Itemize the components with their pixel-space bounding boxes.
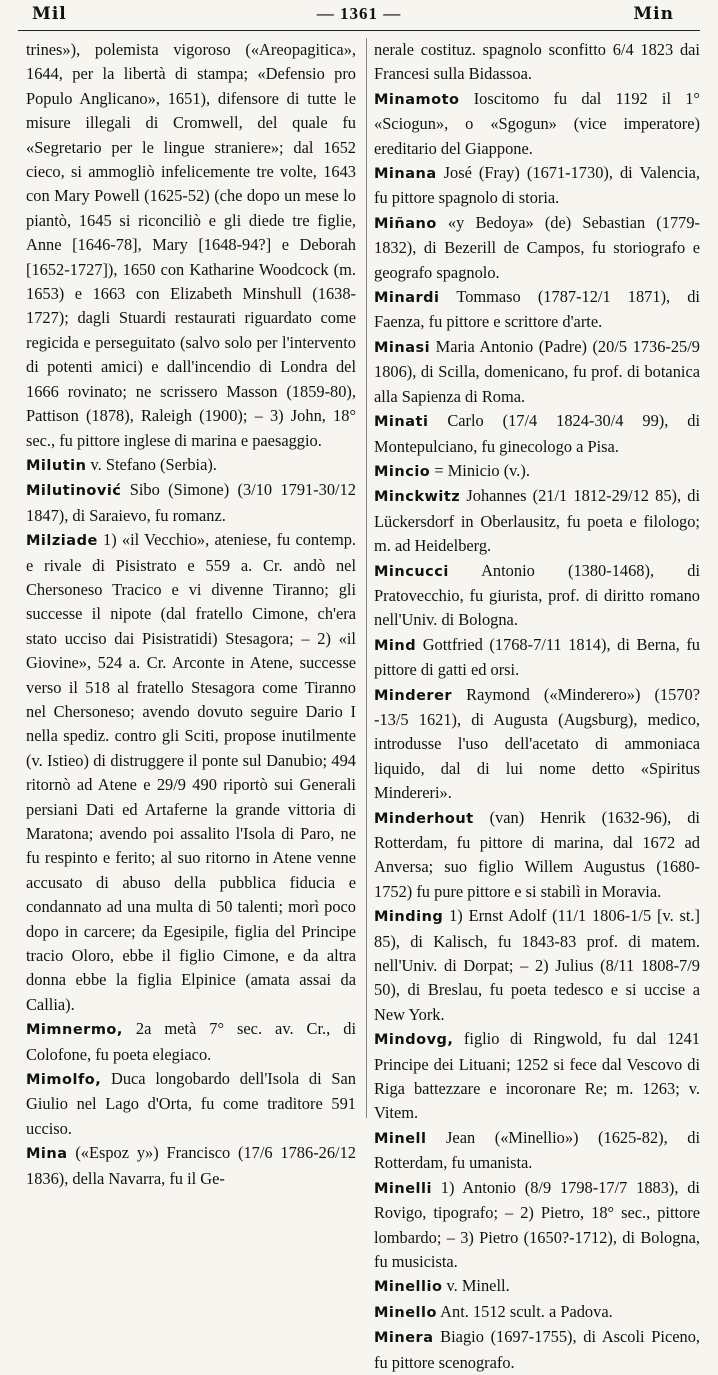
- entry-headword: Mindovg,: [374, 1032, 454, 1049]
- entry: [374, 285, 700, 335]
- entry-text: («Espoz y») Francisco (17/6 1786-26/12 1836), della Navarra, fu il Ge-: [26, 1143, 356, 1188]
- entry-text: Carlo (17/4 1824-30/4 99), di Montepulciano, fu ginecologo a Pisa.: [374, 411, 700, 456]
- entry-headword: Mincio: [374, 463, 431, 480]
- entry-headword: Minell: [374, 1130, 427, 1147]
- entry-text: = Minicio (v.).: [430, 460, 530, 480]
- entry: [374, 87, 700, 161]
- entry-headword: Mimolfo,: [26, 1072, 102, 1089]
- entry-text: figlio di Ringwold, fu dal 1241 Principe dei Lituani; 1252 si fece dal Vescovo di Riga battezzare e incoronare Re; m. 1263; v. Vitem.: [374, 1029, 700, 1123]
- entry: [374, 1325, 700, 1375]
- entry-text: Johannes (21/1 1812-29/12 85), di Lückersdorf in Oberlausitz, fu poeta e filologo; m. ad Heidelberg.: [374, 486, 700, 556]
- entry-headword: Minardi: [374, 290, 440, 307]
- entry-headword: Milutin: [26, 457, 87, 474]
- entry-headword: Mind: [374, 637, 417, 654]
- entry-text: Tommaso (1787-12/1 1871), di Faenza, fu pittore e scrittore d'arte.: [374, 287, 700, 332]
- entry-headword: Mimnermo,: [26, 1022, 123, 1039]
- entry: [374, 335, 700, 409]
- entry-headword: Minasi: [374, 339, 431, 356]
- entry: [374, 1126, 700, 1176]
- entry-headword: Milziade: [26, 533, 98, 550]
- entry-text: Ant. 1512 scult. a Padova.: [436, 1301, 613, 1321]
- page-number: — 1361 —: [316, 4, 402, 23]
- entry: [374, 1274, 700, 1299]
- entry-headword: Minding: [374, 909, 444, 926]
- header-rule: [18, 30, 700, 31]
- entry-headword: Minderhout: [374, 810, 474, 827]
- header-left-guideword: Mil: [32, 4, 67, 24]
- entry-text: José (Fray) (1671-1730), di Valencia, fu pittore spagnolo di storia.: [374, 163, 700, 208]
- entry-text: nerale costituz. spagnolo sconfitto 6/4 1823 dai Francesi sulla Bidassoa.: [374, 40, 700, 84]
- entry: [26, 38, 356, 453]
- entry: [374, 1176, 700, 1275]
- entry: [26, 1141, 356, 1191]
- entry-headword: Minelli: [374, 1180, 432, 1197]
- entry-headword: Minello: [374, 1304, 437, 1321]
- entry-text: (van) Henrik (1632-96), di Rotterdam, fu pittore di marina, dal 1672 ad Anversa; suo figlio Willem Augustus (1680-1752) fu pure pittore e si stabilì in Moravia.: [374, 807, 700, 901]
- entry-headword: Milutinović: [26, 483, 122, 500]
- entry: [374, 683, 700, 806]
- entry: [26, 453, 356, 478]
- entry-headword: Minana: [374, 166, 437, 183]
- entry-text: v. Stefano (Serbia).: [86, 454, 217, 474]
- entry-text: 2a metà 7° sec. av. Cr., di Colofone, fu poeta elegiaco.: [26, 1019, 356, 1064]
- entry: [26, 1067, 356, 1141]
- entry-text: Maria Antonio (Padre) (20/5 1736-25/9 1806), di Scilla, domenicano, fu prof. di botanica alla Sapienza di Roma.: [374, 336, 700, 406]
- entry-text: Sibo (Simone) (3/10 1791-30/12 1847), di Saraievo, fu romanz.: [26, 480, 356, 525]
- right-column: [374, 38, 700, 1375]
- entry-headword: Miñano: [374, 215, 437, 232]
- entry-headword: Minderer: [374, 687, 453, 704]
- entry: [374, 484, 700, 558]
- entry-text: Duca longobardo dell'Isola di San Giulio nel Lago d'Orta, fu come traditore 591 ucciso.: [26, 1069, 356, 1138]
- entry-headword: Minati: [374, 414, 429, 431]
- entry-text: trines»), polemista vigoroso («Areopagitica», 1644, per la libertà di stampa; «Defensio pro Populo Anglicano», 1651), difensore di tutte le misure illegali di Cromwell, del quale fu «Segretario per le lingue straniere»; dal 1652 cieco, si ammogliò infelicemente tre volte, 1643 con Mary Powell (1625-52) (che dopo un mese lo piantò, 1645 si riconciliò e gli diede tre figlie, Anne [1646-78], Mary [1648-94?] e Deborah [1652-1727]), 1650 con Katharine Woodcock (m. 1653) e 1663 con Elizabeth Minshull (1638-1727); dagli Stuardi restaurati riguardato come regicida e perseguitato (salvo solo per l'intervento di potenti amici) e dall'incendio di Londra del 1666 rovinato; ne scrissero Masson (1859-80), Pattison (1878), Raleigh (1900); – 3) John, 18° sec., fu pittore inglese di marina e paesaggio.: [26, 40, 356, 450]
- entry-text: Gottfried (1768-7/11 1814), di Berna, fu pittore di gatti ed orsi.: [374, 634, 700, 680]
- entry-text: Raymond («Minderero») (1570?-13/5 1621), di Augusta (Augsburg), medico, introdusse l'uso dell'acetato di ammoniaca liquido, dal di lui nome detto «Spiritus Mindereri».: [374, 684, 700, 803]
- entry-text: «y Bedoya» (de) Sebastian (1779-1832), di Bezerill de Campos, fu storiografo e geografo spagnolo.: [374, 212, 700, 282]
- entry: [374, 633, 700, 683]
- entry-text: 1) Ernst Adolf (11/1 1806-1/5 [v. st.] 85), di Kalisch, fu 1843-83 prof. di matem. nell'Univ. di Dorpat; – 2) Julius (8/11 1808-7/9 50), di Breslau, fu poeta tedesco e si uccise a New York.: [374, 906, 700, 1024]
- entry-headword: Minamoto: [374, 91, 460, 108]
- entry-text: Antonio (1380-1468), di Pratovecchio, fu giurista, prof. di diritto romano nell'Univ. di Bologna.: [374, 560, 700, 630]
- entry: [374, 1027, 700, 1126]
- entry: [374, 38, 700, 87]
- entry: [374, 904, 700, 1027]
- entry-headword: Minera: [374, 1330, 434, 1347]
- entry-text: Biagio (1697-1755), di Ascoli Piceno, fu pittore scenografo.: [374, 1327, 700, 1372]
- entry: [374, 559, 700, 633]
- entry-text: v. Minell.: [442, 1276, 510, 1296]
- entry-text: 1) Antonio (8/9 1798-17/7 1883), di Rovigo, tipografo; – 2) Pietro, 18° sec., pittore lombardo; – 3) Pietro (1650?-1712), di Bologna, fu musicista.: [374, 1177, 700, 1271]
- entry-text: Ioscitomo fu dal 1192 il 1° «Sciogun», o «Sgogun» (vice imperatore) ereditario del Giappone.: [374, 88, 700, 158]
- entry: [374, 806, 700, 905]
- page-header: [20, 4, 698, 26]
- entry: [374, 1300, 700, 1325]
- entry: [26, 478, 356, 528]
- entry-headword: Mina: [26, 1146, 68, 1163]
- entry-headword: Mincucci: [374, 563, 449, 580]
- entry: [26, 1017, 356, 1067]
- entry: [374, 409, 700, 459]
- left-column: [26, 38, 356, 1191]
- entry-headword: Minckwitz: [374, 489, 461, 506]
- entry-text: 1) «il Vecchio», ateniese, fu contemp. e rivale di Pisistrato e 559 a. Cr. andò nel Chersoneso Tracico e vi divenne Tiranno; gli successe il nipote (dal fratello Cimone, ch'era stato ucciso dai Pisistratidi) Stesagora; – 2) «il Giovine», 524 a. Cr. Arconte in Atene, successe verso il 518 al fratello Stesagora come Tiranno nel Chersoneso; avendo dovuto seguire Dario I nella spediz. contro gli Sciti, propose inutilmente (v. Istieo) di distruggere il ponte sul Danubio; 494 ritornò ad Atene e 29/9 490 riportò sui Generali persiani Dati ed Artaferne la grande vittoria di Maratona; avendo poi assalito l'Isola di Paro, ne fu respinto e ferito; al suo ritorno in Atene venne accusato di abuso della pubblica fiducia e condannato ad una multa di 50 talenti; morì poco dopo in carcere; da Egesipile, figlia del Principe tracio Oloro, ebbe il figlio Cimone, e da altra donna ebbe la figlia Elpinice (amata assai da Callia).: [26, 530, 356, 1014]
- header-right-guideword: Min: [633, 4, 674, 24]
- entry: [374, 211, 700, 285]
- entry: [374, 161, 700, 211]
- entry-headword: Minellio: [374, 1279, 443, 1296]
- column-divider: [366, 38, 367, 1118]
- entry-text: Jean («Minellio») (1625-82), di Rotterdam, fu umanista.: [374, 1127, 700, 1173]
- entry: [374, 459, 700, 484]
- entry: [26, 528, 356, 1017]
